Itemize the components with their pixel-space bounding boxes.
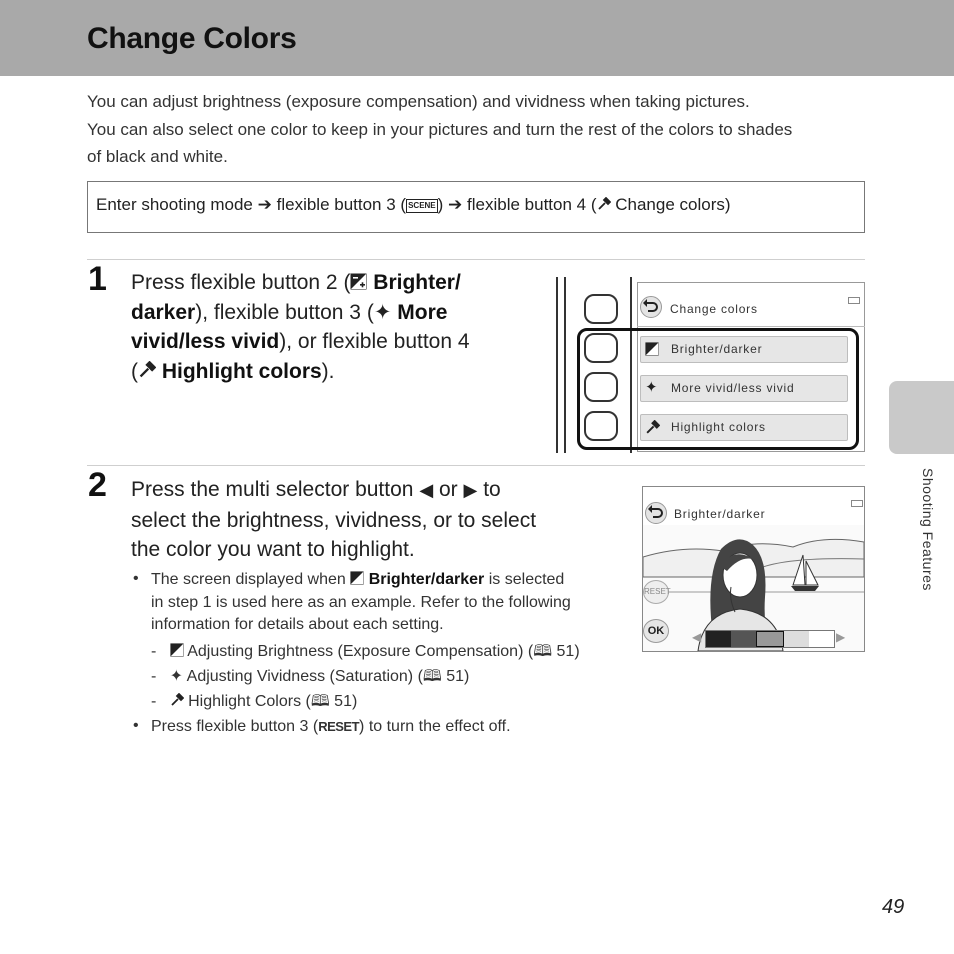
- flexible-button-3[interactable]: [584, 372, 618, 402]
- step-1-highlight: Highlight colors: [161, 359, 322, 383]
- bullet-1-line-2: in step 1 is used here as an example. Refer to the following: [151, 593, 571, 611]
- step-1-vivid: vivid/less vivid: [131, 330, 280, 353]
- slider-step: [731, 631, 756, 647]
- sub-item-1-text: Adjusting Brightness (Exposure Compensation) (: [187, 643, 534, 660]
- navigation-path: [96, 195, 731, 215]
- step-1-brighter: Brighter/: [373, 271, 461, 294]
- right-arrow-icon: ▶: [463, 480, 478, 500]
- step-2-t2: to: [483, 478, 501, 501]
- bullet-2-a: Press flexible button 3 (: [151, 718, 319, 735]
- path-part-2: flexible button 3 (: [276, 195, 407, 214]
- sub-item-brightness[interactable]: - Adjusting Brightness (Exposure Compensation) (🕮 51): [151, 643, 580, 660]
- battery-icon: [851, 500, 863, 507]
- flexible-button-1[interactable]: [584, 294, 618, 324]
- intro-line-1: You can adjust brightness (exposure compensation) and vividness when taking pictures.: [87, 92, 750, 111]
- bullet-dot: •: [133, 570, 139, 587]
- book-icon: 🕮: [310, 693, 330, 710]
- bullet-1-b: Brighter/darker: [368, 571, 485, 588]
- step-2-line-2: select the brightness, vividness, or to select: [131, 508, 537, 532]
- ok-button[interactable]: OK: [643, 619, 669, 643]
- path-part-5: Change colors): [615, 195, 731, 214]
- step-1-t2: ), flexible button 3 (: [195, 300, 374, 324]
- bullet-1-c: is selected: [488, 571, 565, 588]
- menu-title: Change colors: [670, 302, 758, 316]
- step-1-number: 1: [88, 260, 107, 298]
- step-1-t3: ), or flexible button 4: [279, 330, 470, 353]
- eyedropper-icon: [138, 358, 156, 376]
- step-1-darker: darker: [131, 300, 196, 324]
- step-2-t1: Press the multi selector button: [131, 478, 414, 501]
- step-1-t1: Press flexible button 2 (: [131, 271, 351, 294]
- book-icon: 🕮: [533, 643, 553, 660]
- vividness-icon: ✦: [645, 379, 658, 396]
- flexible-button-2[interactable]: [584, 333, 618, 363]
- vividness-icon: ✦: [373, 300, 392, 324]
- brightness-slider[interactable]: [705, 630, 835, 648]
- eyedropper-icon: [170, 693, 184, 707]
- battery-icon: [848, 297, 860, 304]
- exposure-icon: [350, 570, 364, 584]
- sub-item-3-text: Highlight Colors (: [188, 693, 311, 710]
- step-1-t4: (: [131, 359, 138, 383]
- page-ref[interactable]: 51): [446, 668, 470, 685]
- path-part-4: flexible button 4 (: [467, 195, 597, 214]
- vividness-icon: ✦: [169, 668, 184, 685]
- step-2-text: [131, 475, 611, 565]
- path-part-1: Enter shooting mode: [96, 195, 253, 214]
- bullet-1-line-3: information for details about each setting.: [151, 616, 444, 633]
- path-part-3: ): [437, 195, 444, 214]
- step-2-or: or: [439, 478, 458, 501]
- page-ref[interactable]: 51): [334, 693, 358, 710]
- page-title: Change Colors: [87, 22, 297, 55]
- book-icon: 🕮: [422, 668, 442, 685]
- page-number: 49: [882, 896, 905, 918]
- sub-item-vividness[interactable]: - ✦ Adjusting Vividness (Saturation) (🕮 51): [151, 668, 470, 685]
- left-arrow-icon: ◀: [419, 480, 434, 500]
- camera-body-edge: [556, 277, 558, 453]
- left-arrow-icon[interactable]: ◀: [692, 630, 702, 644]
- slider-step: [706, 631, 731, 647]
- exposure-icon: [350, 269, 367, 286]
- menu-item-label: Highlight colors: [671, 420, 766, 434]
- menu-item-label: More vivid/less vivid: [671, 381, 795, 395]
- back-icon[interactable]: [640, 296, 662, 318]
- divider-1: [87, 259, 865, 260]
- flexible-button-4[interactable]: [584, 411, 618, 441]
- sub-item-2-text: Adjusting Vividness (Saturation) (: [186, 668, 423, 685]
- step-1-t5: ).: [321, 359, 335, 383]
- exposure-icon: [170, 643, 184, 657]
- sub-item-highlight[interactable]: - Highlight Colors (🕮 51): [151, 693, 358, 710]
- right-arrow-icon[interactable]: ▶: [836, 630, 846, 644]
- bullet-2: [151, 716, 511, 739]
- section-label: Shooting Features: [920, 468, 936, 591]
- step-2-line-3: the color you want to highlight.: [131, 538, 415, 561]
- scene-icon: SCENE: [406, 199, 438, 213]
- slider-step-selected: [756, 631, 783, 647]
- divider-2: [87, 465, 865, 466]
- slider-step: [784, 631, 809, 647]
- bullet-1: [151, 569, 621, 637]
- step-1-text: [131, 268, 531, 386]
- bullet-1-a: The screen displayed when: [151, 571, 346, 588]
- camera-body-edge-2: [564, 277, 566, 453]
- reset-button[interactable]: RESET: [643, 580, 669, 604]
- page-ref[interactable]: 51): [556, 643, 580, 660]
- bullet-dot: •: [133, 717, 139, 734]
- back-icon[interactable]: [645, 502, 667, 524]
- arrow-icon-2: ➔: [448, 195, 463, 214]
- intro-line-2: You can also select one color to keep in your pictures and turn the rest of the colors to shades: [87, 120, 793, 139]
- menu-item-label: Brighter/darker: [671, 342, 763, 356]
- step-1-more: More: [397, 300, 448, 324]
- eyedropper-icon: [597, 196, 611, 210]
- menu-divider: [637, 326, 865, 327]
- intro-line-3: of black and white.: [87, 147, 228, 166]
- bullet-2-b: ) to turn the effect off.: [359, 718, 511, 735]
- section-tab: [889, 381, 954, 454]
- reset-icon: RESET: [318, 719, 360, 734]
- screen-2-title: Brighter/darker: [674, 507, 766, 521]
- slider-step: [809, 631, 834, 647]
- step-2-number: 2: [88, 466, 107, 504]
- arrow-icon: ➔: [257, 195, 272, 214]
- highlight-frame: [577, 328, 859, 450]
